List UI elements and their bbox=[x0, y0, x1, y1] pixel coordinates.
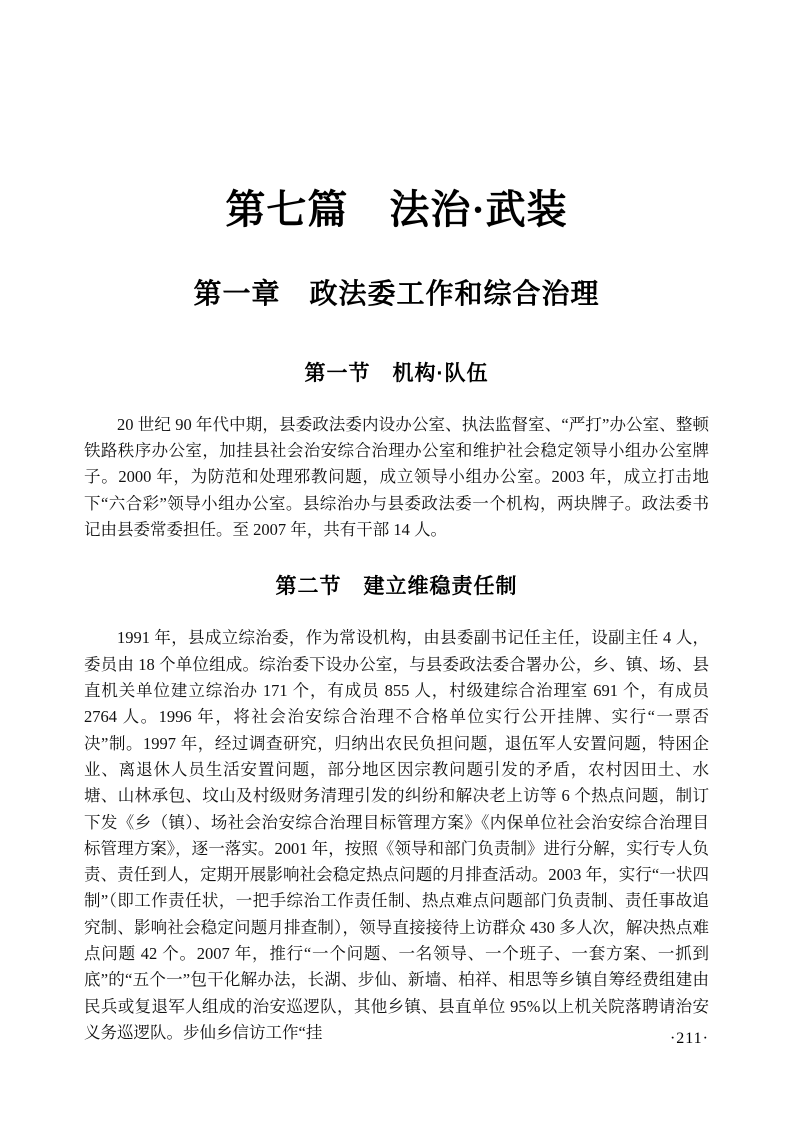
part-title: 第七篇 法治·武装 bbox=[225, 187, 568, 232]
section-2-paragraph: 1991 年，县成立综治委，作为常设机构，由县委副书记任主任，设副主任 4 人，委员由 18 个单位组成。综治委下设办公室，与县委政法委合署办公，乡、镇、场、县直机关单位建立综治办 171 个，有成员 855 人，村级建综合治理室 691 个，有成员 2764 人。1996 年，将社会治安综合治理不合格单位实行公开挂牌、实行“一票否决”制。1997 年，经过调查研究，归纳出农民负担问题，退伍军人安置问题，特困企业、离退休人员生活安置问题，部分地区因宗教问题引发的矛盾，农村因田土、水塘、山林承包、坟山及村级财务清理引发的纠纷和解决老上访等 6 个热点问题，制订下发《乡（镇）、场社会治安综合治理目标管理方案》《内保单位社会治安综合治理目标管理方案》，逐一落实。2001 年，按照《领导和部门负责制》进行分解，实行专人负责、责任到人，定期开展影响社会稳定热点问题的月排查活动。2003 年，实行“一状四制”（即工作责任状，一把手综治工作责任制、热点难点问题部门负责制、责任事故追究制、影响社会稳定问题月排查制），领导直接接待上访群众 430 多人次，解决热点难点问题 42 个。2007 年，推行“一个问题、一名领导、一个班子、一套方案、一抓到底”的“五个一”包干化解办法，长湖、步仙、新墙、柏祥、相思等乡镇自筹经费组建由民兵或复退军人组成的治安巡逻队，其他乡镇、县直单位 95%以上机关院落聘请治安义务巡逻队。步仙乡信访工作“挂 bbox=[84, 628, 709, 1042]
page-number: ·211· bbox=[669, 1030, 709, 1047]
section-1-paragraph: 20 世纪 90 年代中期，县委政法委内设办公室、执法监督室、“严打”办公室、整顿铁路秩序办公室，加挂县社会治安综合治理办公室和维护社会稳定领导小组办公室牌子。2000 年，为防范和处理邪教问题，成立领导小组办公室。2003 年，成立打击地下“六合彩”领导小组办公室。县综治办与县委政法委一个机构，两块牌子。政法委书记由县委常委担任。至 2007 年，共有干部 14 人。 bbox=[84, 414, 709, 539]
section-stability-responsibility bbox=[84, 574, 709, 1046]
section-2-heading: 第二节 建立维稳责任制 bbox=[275, 575, 518, 599]
section-organization-team bbox=[84, 361, 709, 544]
section-1-heading: 第一节 机构·队伍 bbox=[304, 361, 489, 385]
chapter-title: 第一章 政法委工作和综合治理 bbox=[193, 279, 600, 310]
